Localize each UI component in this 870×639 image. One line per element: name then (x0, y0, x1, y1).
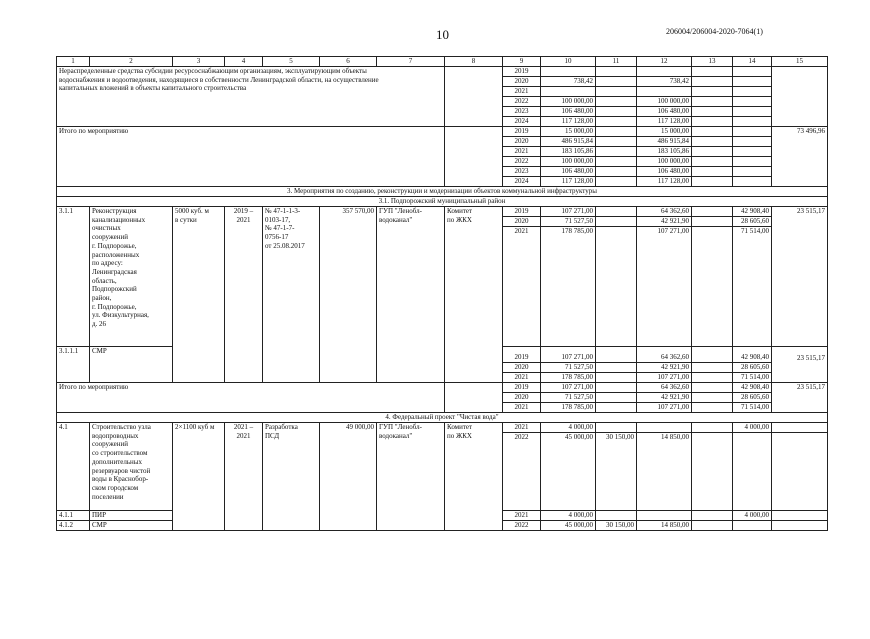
amount-cell (596, 393, 637, 403)
empty-cell (445, 383, 503, 413)
amount-cell: 100 000,00 (637, 157, 692, 167)
table-row (57, 67, 828, 77)
amount-cell (692, 433, 733, 511)
item-value: 23 515,17 (772, 207, 828, 347)
item-name: ПИР (90, 511, 173, 521)
year-cell: 2020 (503, 77, 541, 87)
section-heading (57, 187, 828, 197)
amount-cell (692, 87, 733, 97)
empty-cell (772, 67, 828, 127)
amount-cell (692, 97, 733, 107)
total-value: 23 515,17 (772, 383, 828, 413)
amount-cell (596, 117, 637, 127)
section-title: 4. Федеральный проект "Чистая вода" (57, 413, 828, 423)
amount-cell: 486 915,84 (637, 137, 692, 147)
year-cell: 2019 (503, 67, 541, 77)
amount-cell (692, 373, 733, 383)
year-cell: 2023 (503, 167, 541, 177)
year-cell: 2019 (503, 127, 541, 137)
document-id: 206004/206004-2020-7064(1) (666, 27, 763, 36)
amount-cell: 106 480,00 (541, 167, 596, 177)
year-cell: 2021 (503, 87, 541, 97)
capacity: 2×1100 куб м (173, 423, 225, 531)
amount-cell: 107 271,00 (541, 207, 596, 217)
column-number: 4 (225, 57, 263, 67)
customer: ГУП "Ленобл- водоканал" (377, 423, 445, 531)
year-cell: 2021 (503, 511, 541, 521)
year-cell: 2020 (503, 393, 541, 403)
authority: Комитет по ЖКХ (445, 207, 503, 383)
year-cell: 2019 (503, 383, 541, 393)
column-number: 15 (772, 57, 828, 67)
column-number: 10 (541, 57, 596, 67)
amount-cell (596, 373, 637, 383)
amount-cell: 64 362,60 (637, 347, 692, 363)
amount-cell (596, 157, 637, 167)
total-label: Итого по мероприятию (57, 127, 445, 187)
column-number: 7 (377, 57, 445, 67)
year-cell: 2021 (503, 373, 541, 383)
column-number: 11 (596, 57, 637, 67)
amount-cell: 107 271,00 (637, 373, 692, 383)
table-row (57, 383, 828, 393)
empty-cell (772, 433, 828, 511)
amount-cell (596, 511, 637, 521)
year-cell: 2022 (503, 97, 541, 107)
amount-cell (596, 147, 637, 157)
year-cell: 2019 (503, 347, 541, 363)
year-cell: 2022 (503, 433, 541, 511)
empty-cell (772, 423, 828, 433)
amount-cell (596, 107, 637, 117)
period: 2019 – 2021 (225, 207, 263, 383)
year-cell: 2020 (503, 217, 541, 227)
amount-cell (692, 403, 733, 413)
amount-cell (596, 177, 637, 187)
amount-cell (596, 207, 637, 217)
amount-cell (692, 117, 733, 127)
customer: ГУП "Ленобл- водоканал" (377, 207, 445, 383)
year-cell: 2022 (503, 157, 541, 167)
table-row (57, 127, 828, 137)
period: 2021 – 2021 (225, 423, 263, 531)
amount-cell: 106 480,00 (541, 107, 596, 117)
item-number: 3.1.1 (57, 207, 90, 347)
amount-cell: 71 514,00 (733, 227, 772, 347)
column-number: 9 (503, 57, 541, 67)
year-cell: 2020 (503, 363, 541, 373)
column-number: 3 (173, 57, 225, 67)
column-number: 13 (692, 57, 733, 67)
amount-cell (596, 217, 637, 227)
amount-cell: 42 921,90 (637, 217, 692, 227)
year-cell: 2020 (503, 137, 541, 147)
item-name: СМР (90, 347, 173, 383)
amount-cell (596, 87, 637, 97)
amount-cell: 28 605,60 (733, 393, 772, 403)
year-cell: 2024 (503, 117, 541, 127)
amount-cell (692, 107, 733, 117)
column-number-row (57, 57, 828, 67)
amount-cell: 183 105,86 (541, 147, 596, 157)
amount-cell (733, 67, 772, 77)
item-name: Реконструкция канализационных очистных сооружений г. Подпорожье, расположенных по адресу: Ленинградская область, Подпорожский район, г. Подпорожье, ул. Физкультурная, д. 26 (90, 207, 173, 347)
amount-cell: 15 000,00 (541, 127, 596, 137)
amount-cell (692, 521, 733, 531)
amount-cell: 71 527,50 (541, 363, 596, 373)
amount-cell: 107 271,00 (637, 403, 692, 413)
amount-cell: 14 850,00 (637, 521, 692, 531)
page-number: 10 (436, 27, 449, 42)
amount-cell (596, 403, 637, 413)
amount-cell: 15 000,00 (637, 127, 692, 137)
amount-cell: 42 908,40 (733, 347, 772, 363)
table-row (57, 207, 828, 217)
column-number: 1 (57, 57, 90, 67)
amount-cell (692, 207, 733, 217)
item-name: СМР (90, 521, 173, 531)
year-cell: 2021 (503, 403, 541, 413)
amount-cell (733, 177, 772, 187)
empty-cell (772, 511, 828, 521)
capacity: 5000 куб. м в сутки (173, 207, 225, 383)
amount-cell (733, 157, 772, 167)
amount-cell: 71 514,00 (733, 373, 772, 383)
amount-cell (692, 137, 733, 147)
cost: 49 000,00 (320, 423, 377, 531)
amount-cell: 100 000,00 (541, 97, 596, 107)
amount-cell: 71 514,00 (733, 403, 772, 413)
amount-cell (637, 67, 692, 77)
amount-cell: 42 921,90 (637, 393, 692, 403)
amount-cell (596, 383, 637, 393)
amount-cell (692, 383, 733, 393)
amount-cell (596, 77, 637, 87)
amount-cell (692, 217, 733, 227)
year-cell: 2023 (503, 107, 541, 117)
amount-cell: 4 000,00 (733, 423, 772, 433)
program-table (56, 56, 828, 531)
amount-cell: 183 105,86 (637, 147, 692, 157)
amount-cell: 28 605,60 (733, 217, 772, 227)
amount-cell: 117 128,00 (541, 177, 596, 187)
amount-cell (637, 87, 692, 97)
amount-cell: 71 527,50 (541, 393, 596, 403)
amount-cell: 42 908,40 (733, 207, 772, 217)
amount-cell (596, 127, 637, 137)
amount-cell: 107 271,00 (637, 227, 692, 347)
amount-cell (692, 157, 733, 167)
section-heading (57, 413, 828, 423)
total-label: Итого по мероприятию (57, 383, 445, 413)
amount-cell: 4 000,00 (733, 511, 772, 521)
year-cell: 2022 (503, 521, 541, 531)
amount-cell: 178 785,00 (541, 403, 596, 413)
amount-cell: 117 128,00 (637, 177, 692, 187)
amount-cell: 738,42 (541, 77, 596, 87)
document: № 47-1-1-3- 0103-17, № 47-1-7- 0756-17 от 25.08.2017 (263, 207, 320, 383)
amount-cell: 30 150,00 (596, 433, 637, 511)
amount-cell (733, 167, 772, 177)
amount-cell (692, 67, 733, 77)
amount-cell (541, 67, 596, 77)
amount-cell (596, 167, 637, 177)
item-number: 4.1.2 (57, 521, 90, 531)
amount-cell: 30 150,00 (596, 521, 637, 531)
amount-cell (596, 423, 637, 433)
column-number: 5 (263, 57, 320, 67)
row-title: Нераспределенные средства субсидии ресурсоснабжающим организациям, эксплуатирующим объекты водоснабжения и водоотведения, находящиеся в собственности Ленинградской области, на осуществление капитальных вложений в объекты капитального строительства (57, 67, 445, 127)
amount-cell (733, 97, 772, 107)
amount-cell: 42 921,90 (637, 363, 692, 373)
amount-cell (596, 137, 637, 147)
amount-cell (733, 433, 772, 511)
year-cell: 2021 (503, 147, 541, 157)
amount-cell: 106 480,00 (637, 167, 692, 177)
amount-cell (692, 393, 733, 403)
amount-cell (692, 127, 733, 137)
amount-cell (692, 167, 733, 177)
amount-cell (692, 511, 733, 521)
document: Разработка ПСД (263, 423, 320, 531)
table-row (57, 423, 828, 433)
amount-cell: 28 605,60 (733, 363, 772, 373)
amount-cell: 107 271,00 (541, 347, 596, 363)
amount-cell (733, 521, 772, 531)
section-subtitle: 3.1. Подпорожский муниципальный район (57, 197, 828, 207)
amount-cell: 45 000,00 (541, 433, 596, 511)
amount-cell: 4 000,00 (541, 423, 596, 433)
amount-cell (733, 127, 772, 137)
amount-cell: 71 527,50 (541, 217, 596, 227)
amount-cell: 738,42 (637, 77, 692, 87)
amount-cell: 45 000,00 (541, 521, 596, 531)
amount-cell (596, 347, 637, 363)
amount-cell: 117 128,00 (541, 117, 596, 127)
amount-cell: 178 785,00 (541, 227, 596, 347)
amount-cell: 117 128,00 (637, 117, 692, 127)
amount-cell (596, 97, 637, 107)
column-number: 14 (733, 57, 772, 67)
column-number: 6 (320, 57, 377, 67)
amount-cell (596, 363, 637, 373)
year-cell: 2021 (503, 227, 541, 347)
amount-cell (733, 87, 772, 97)
section-title: 3. Мероприятия по созданию, реконструкции и модернизации объектов коммунальной инфраструктуры (57, 187, 828, 197)
empty-cell (445, 127, 503, 187)
amount-cell (692, 147, 733, 157)
year-cell: 2024 (503, 177, 541, 187)
amount-cell (733, 117, 772, 127)
item-number: 4.1 (57, 423, 90, 511)
amount-cell: 486 915,84 (541, 137, 596, 147)
amount-cell (637, 511, 692, 521)
amount-cell (733, 107, 772, 117)
amount-cell (692, 363, 733, 373)
amount-cell: 106 480,00 (637, 107, 692, 117)
amount-cell (541, 87, 596, 97)
section-subheading (57, 197, 828, 207)
amount-cell (733, 147, 772, 157)
amount-cell: 107 271,00 (541, 383, 596, 393)
amount-cell: 100 000,00 (541, 157, 596, 167)
amount-cell (692, 177, 733, 187)
amount-cell (596, 227, 637, 347)
column-number: 8 (445, 57, 503, 67)
cost: 357 570,00 (320, 207, 377, 383)
amount-cell: 42 908,40 (733, 383, 772, 393)
year-cell: 2021 (503, 423, 541, 433)
amount-cell (733, 77, 772, 87)
amount-cell (692, 77, 733, 87)
item-number: 4.1.1 (57, 511, 90, 521)
item-name: Строительство узла водопроводных сооружений со строительством дополнительных резервуаров чистой воды в Краснобор- ском городском поселении (90, 423, 173, 511)
amount-cell: 64 362,60 (637, 207, 692, 217)
amount-cell (692, 347, 733, 363)
amount-cell: 14 850,00 (637, 433, 692, 511)
year-cell: 2019 (503, 207, 541, 217)
amount-cell: 64 362,60 (637, 383, 692, 393)
amount-cell (637, 423, 692, 433)
column-number: 2 (90, 57, 173, 67)
column-number: 12 (637, 57, 692, 67)
amount-cell (733, 137, 772, 147)
amount-cell: 4 000,00 (541, 511, 596, 521)
empty-cell (445, 67, 503, 127)
amount-cell: 100 000,00 (637, 97, 692, 107)
item-value: 23 515,17 (772, 347, 828, 383)
amount-cell (692, 423, 733, 433)
amount-cell: 178 785,00 (541, 373, 596, 383)
amount-cell (692, 227, 733, 347)
total-value: 73 496,96 (772, 127, 828, 187)
item-number: 3.1.1.1 (57, 347, 90, 383)
authority: Комитет по ЖКХ (445, 423, 503, 531)
amount-cell (596, 67, 637, 77)
empty-cell (772, 521, 828, 531)
